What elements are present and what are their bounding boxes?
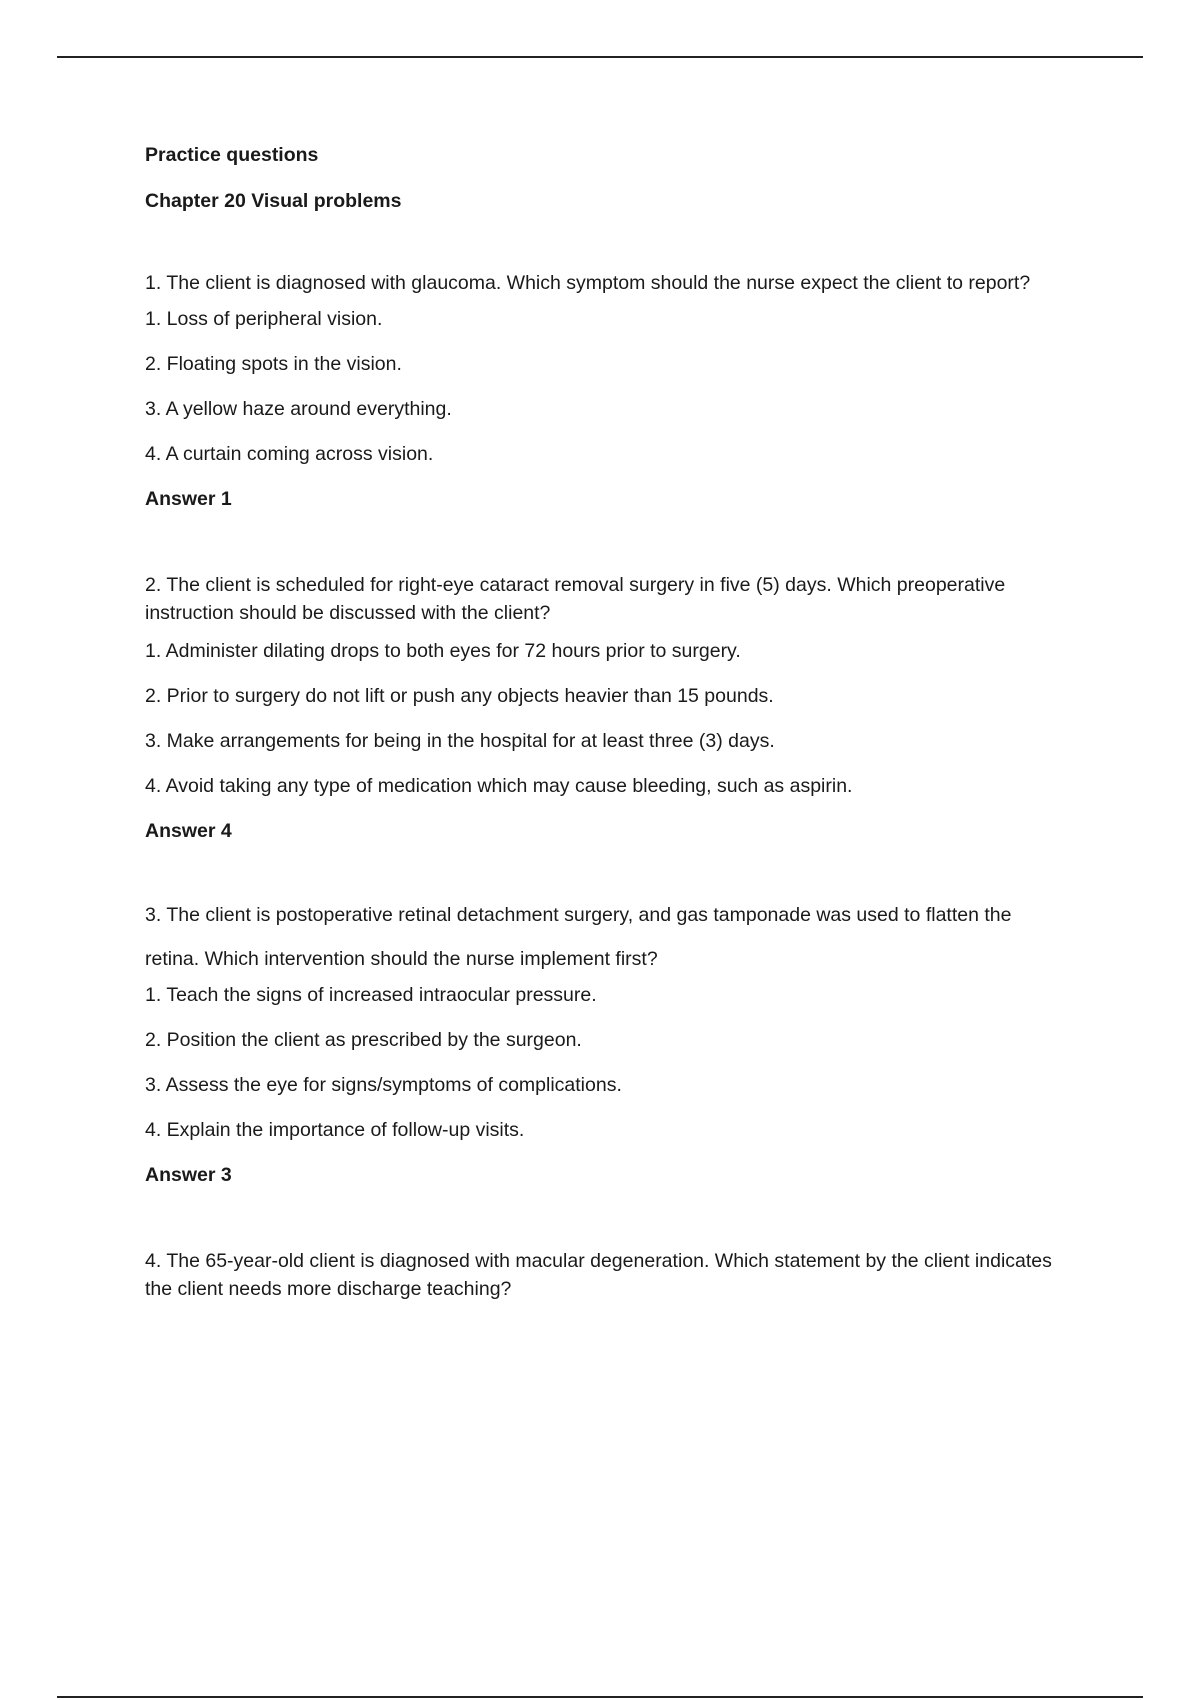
answer-option: 1. Teach the signs of increased intraocular pressure. [145,984,597,1006]
answer-option: 2. Prior to surgery do not lift or push any objects heavier than 15 pounds. [145,685,774,707]
top-rule [57,56,1143,58]
question-stem: 2. The client is scheduled for right-eye cataract removal surgery in five (5) days. Which preoperative instruction should be discussed with the client? [145,574,1006,624]
answer-option: 4. A curtain coming across vision. [145,443,434,465]
answer-option: 1. Administer dilating drops to both eyes for 72 hours prior to surgery. [145,640,741,662]
answer-option: 4. Explain the importance of follow-up visits. [145,1119,525,1141]
answer-option: 4. Avoid taking any type of medication which may cause bleeding, such as aspirin. [145,775,853,797]
question-4 [145,1247,1065,1303]
answer-option: 2. Position the client as prescribed by the surgeon. [145,1029,582,1051]
chapter-title: Chapter 20 Visual problems [145,190,402,212]
correct-answer: Answer 4 [145,820,232,842]
answer-option: 2. Floating spots in the vision. [145,353,402,375]
question-stem: 1. The client is diagnosed with glaucoma. Which symptom should the nurse expect the client to report? [145,272,1031,294]
question-2 [145,571,1065,843]
correct-answer: Answer 1 [145,488,232,510]
question-3 [145,903,1065,1187]
answer-option: 3. Make arrangements for being in the hospital for at least three (3) days. [145,730,775,752]
bottom-rule [57,1696,1143,1698]
answer-option: 1. Loss of peripheral vision. [145,308,383,330]
answer-option: 3. Assess the eye for signs/symptoms of complications. [145,1074,622,1096]
document-page [145,143,1065,1315]
question-1 [145,271,1065,511]
question-stem: 3. The client is postoperative retinal detachment surgery, and gas tamponade was used to flatten the retina. Which intervention should the nurse implement first? [145,904,1012,970]
question-stem: 4. The 65-year-old client is diagnosed with macular degeneration. Which statement by the client indicates the client needs more discharge teaching? [145,1250,1052,1300]
answer-option: 3. A yellow haze around everything. [145,398,452,420]
document-title: Practice questions [145,144,319,166]
correct-answer: Answer 3 [145,1164,232,1186]
